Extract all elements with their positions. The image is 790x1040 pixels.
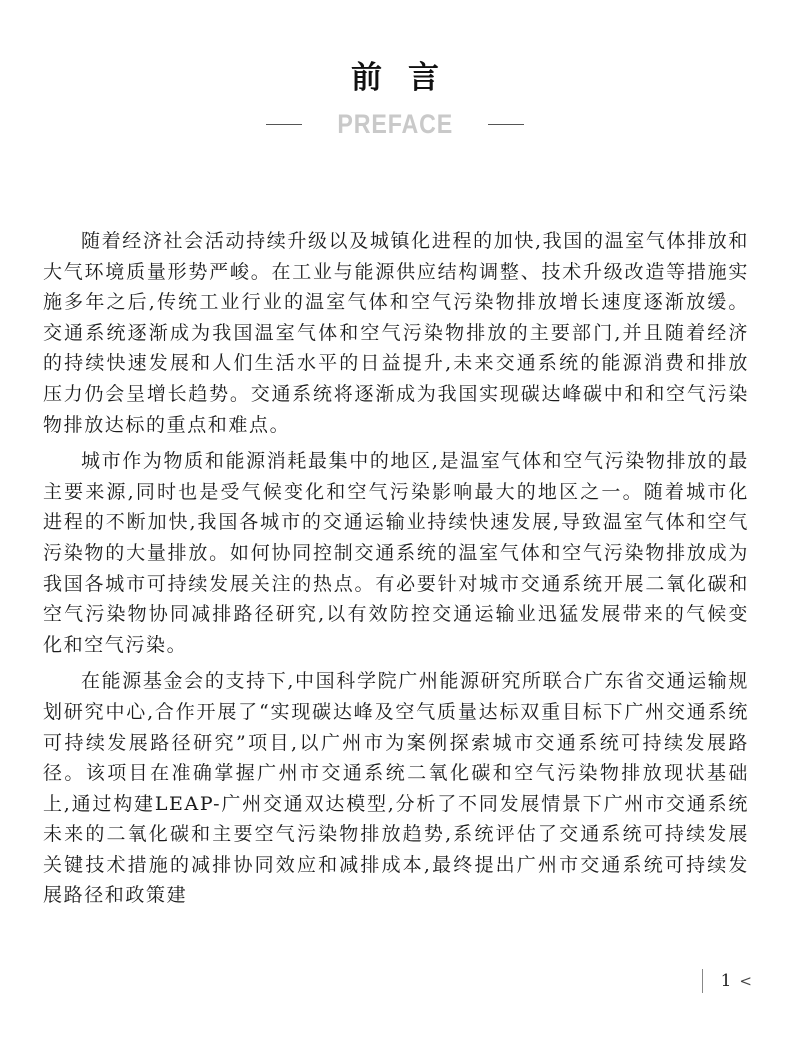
page-title: 前言 xyxy=(351,60,465,96)
subtitle-row xyxy=(0,106,790,142)
body-text xyxy=(43,226,749,917)
subtitle-rule-left xyxy=(266,124,302,125)
subtitle-rule-right xyxy=(488,124,524,125)
footer-divider xyxy=(702,969,703,993)
paragraph-1: 随着经济社会活动持续升级以及城镇化进程的加快,我国的温室气体排放和大气环境质量形势严峻。在工业与能源供应结构调整、技术升级改造等措施实施多年之后,传统工业行业的温室气体和空气污染物排放增长速度逐渐放缓。交通系统逐渐成为我国温室气体和空气污染物排放的主要部门,并且随着经济的持续快速发展和人们生活水平的日益提升,未来交通系统的能源消费和排放压力仍会呈增长趋势。交通系统将逐渐成为我国实现碳达峰碳中和和空气污染物排放达标的重点和难点。 xyxy=(43,230,749,436)
chevron-left-icon: < xyxy=(739,972,752,990)
page-number: 1 xyxy=(720,971,732,991)
page-subtitle: PREFACE xyxy=(337,108,453,139)
paragraph-2: 城市作为物质和能源消耗最集中的地区,是温室气体和空气污染物排放的最主要来源,同时也是受气候变化和空气污染影响最大的地区之一。随着城市化进程的不断加快,我国各城市的交通运输业持续快速发展,导致温室气体和空气污染物的大量排放。如何协同控制交通系统的温室气体和空气污染物排放成为我国各城市可持续发展关注的热点。有必要针对城市交通系统开展二氧化碳和空气污染物协同减排路径研究,以有效防控交通运输业迅猛发展带来的气候变化和空气污染。 xyxy=(43,450,749,656)
paragraph-3: 在能源基金会的支持下,中国科学院广州能源研究所联合广东省交通运输规划研究中心,合作开展了“实现碳达峰及空气质量达标双重目标下广州交通系统可持续发展路径研究”项目,以广州市为案例探索城市交通系统可持续发展路径。该项目在准确掌握广州市交通系统二氧化碳和空气污染物排放现状基础上,通过构建LEAP-广州交通双达模型,分析了不同发展情景下广州市交通系统未来的二氧化碳和主要空气污染物排放趋势,系统评估了交通系统可持续发展关键技术措施的减排协同效应和减排成本,最终提出广州市交通系统可持续发展路径和政策建 xyxy=(43,670,749,907)
page-footer xyxy=(702,968,752,994)
